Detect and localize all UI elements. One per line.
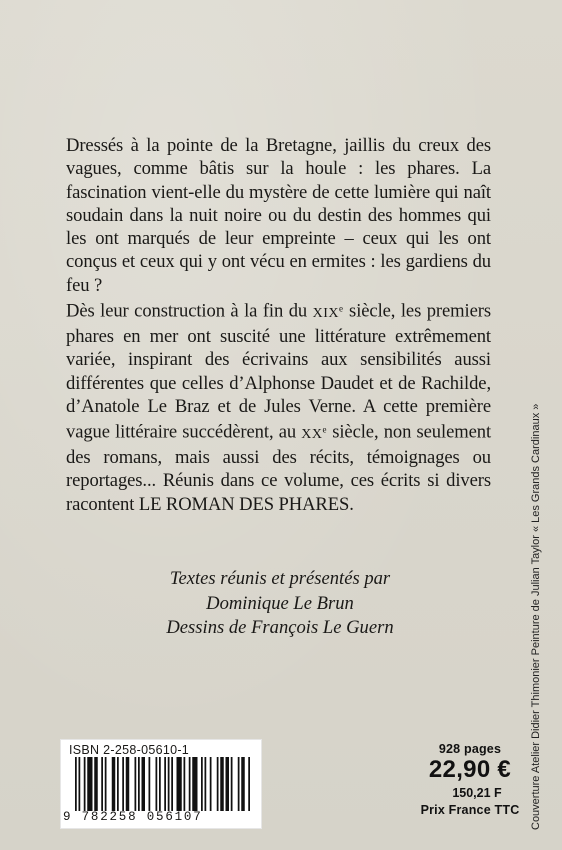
barcode-bar	[122, 757, 124, 811]
barcode-bar	[94, 757, 98, 811]
blurb-paragraph-2-middle: siècle, les premiers phares en mer ont suscité une littérature extrêmement variée, inspirant des écrivains aux sensibilités aussi différentes que celles d’Alphonse Daudet et de Rachilde, d’Anatole Le Braz et de Jules Verne. A cette première vague littéraire succédèrent, au	[66, 300, 491, 443]
barcode-bar	[171, 757, 173, 811]
blurb-paragraph-2	[66, 297, 491, 516]
ean-digits: 9 782258 056107	[63, 810, 203, 824]
page-count: 928 pages	[438, 742, 502, 756]
cover-credit-vertical	[530, 403, 554, 842]
barcode-bar	[79, 757, 81, 811]
barcode-bar	[217, 757, 219, 811]
blurb-text	[66, 134, 491, 516]
barcode-bar	[164, 757, 166, 811]
barcode-bar	[159, 757, 161, 811]
blurb-paragraph-1: Dressés à la pointe de la Bretagne, jaillis du creux des vagues, comme bâtis sur la houle : les phares. La fascination vient-elle du mystère de cette lumière qui naît soudain dans la nuit noire ou du destin des hommes qui les ont marqués de leur empreinte – ceux qui les ont conçus et ceux qui y ont vécu en ermites : les gardiens du feu ?	[66, 135, 491, 296]
barcode-bar	[238, 757, 240, 811]
credits-illustrator: Dessins de François Le Guern	[166, 617, 394, 638]
isbn-number: ISBN 2-258-05610-1	[69, 743, 190, 757]
barcode-bar	[168, 757, 170, 811]
credits	[60, 567, 500, 641]
price-block	[415, 742, 525, 817]
book-title-in-text: LE ROMAN DES PHARES	[138, 493, 350, 515]
blurb-paragraph-2-end: siècle, non seulement des romans, mais aussi des récits, témoignages ou reportages... Réunis dans ce volume, ces écrits si divers racontent	[66, 421, 492, 515]
barcode-bar	[231, 757, 233, 811]
barcode-bar	[87, 757, 92, 811]
price-euro: 22,90 €	[428, 756, 512, 783]
barcode-bar	[248, 757, 250, 811]
barcode-bar	[101, 757, 103, 811]
barcode-bar	[184, 757, 186, 811]
barcode-bar	[226, 757, 230, 811]
barcode-bar	[220, 757, 224, 811]
credits-editor-name: Dominique Le Brun	[206, 592, 354, 614]
barcode-bar	[135, 757, 137, 811]
blurb-paragraph-2-start: Dès leur construction à la fin du	[66, 300, 313, 322]
credits-editor-label: Textes réunis et présentés par	[169, 568, 391, 589]
barcode-bar	[156, 757, 158, 811]
price-franc: 150,21 F	[452, 786, 502, 800]
barcode-icon	[75, 757, 251, 811]
blurb-period: .	[349, 493, 354, 515]
barcode-bar	[210, 757, 212, 811]
barcode-bar	[192, 757, 197, 811]
barcode-bar	[241, 757, 245, 811]
cover-credit-text: Couverture Atelier Didier Thimonier Peinture de Julian Taylor « Les Grands Cardinaux »	[530, 403, 542, 830]
barcode-bar	[201, 757, 203, 811]
barcode-bar	[205, 757, 207, 811]
barcode-label	[60, 739, 262, 829]
barcode-bar	[84, 757, 86, 811]
barcode-bar	[112, 757, 116, 811]
century-nineteenth: XIXe	[312, 303, 344, 321]
barcode-bar	[75, 757, 77, 811]
barcode-bar	[149, 757, 151, 811]
century-twentieth: XXe	[301, 424, 328, 442]
barcode-bar	[126, 757, 130, 811]
barcode-bar	[177, 757, 182, 811]
barcode-bar	[117, 757, 119, 811]
barcode-bar	[142, 757, 146, 811]
barcode-bar	[138, 757, 140, 811]
barcode-bar	[189, 757, 191, 811]
price-note: Prix France TTC	[420, 803, 520, 817]
barcode-bar	[105, 757, 107, 811]
